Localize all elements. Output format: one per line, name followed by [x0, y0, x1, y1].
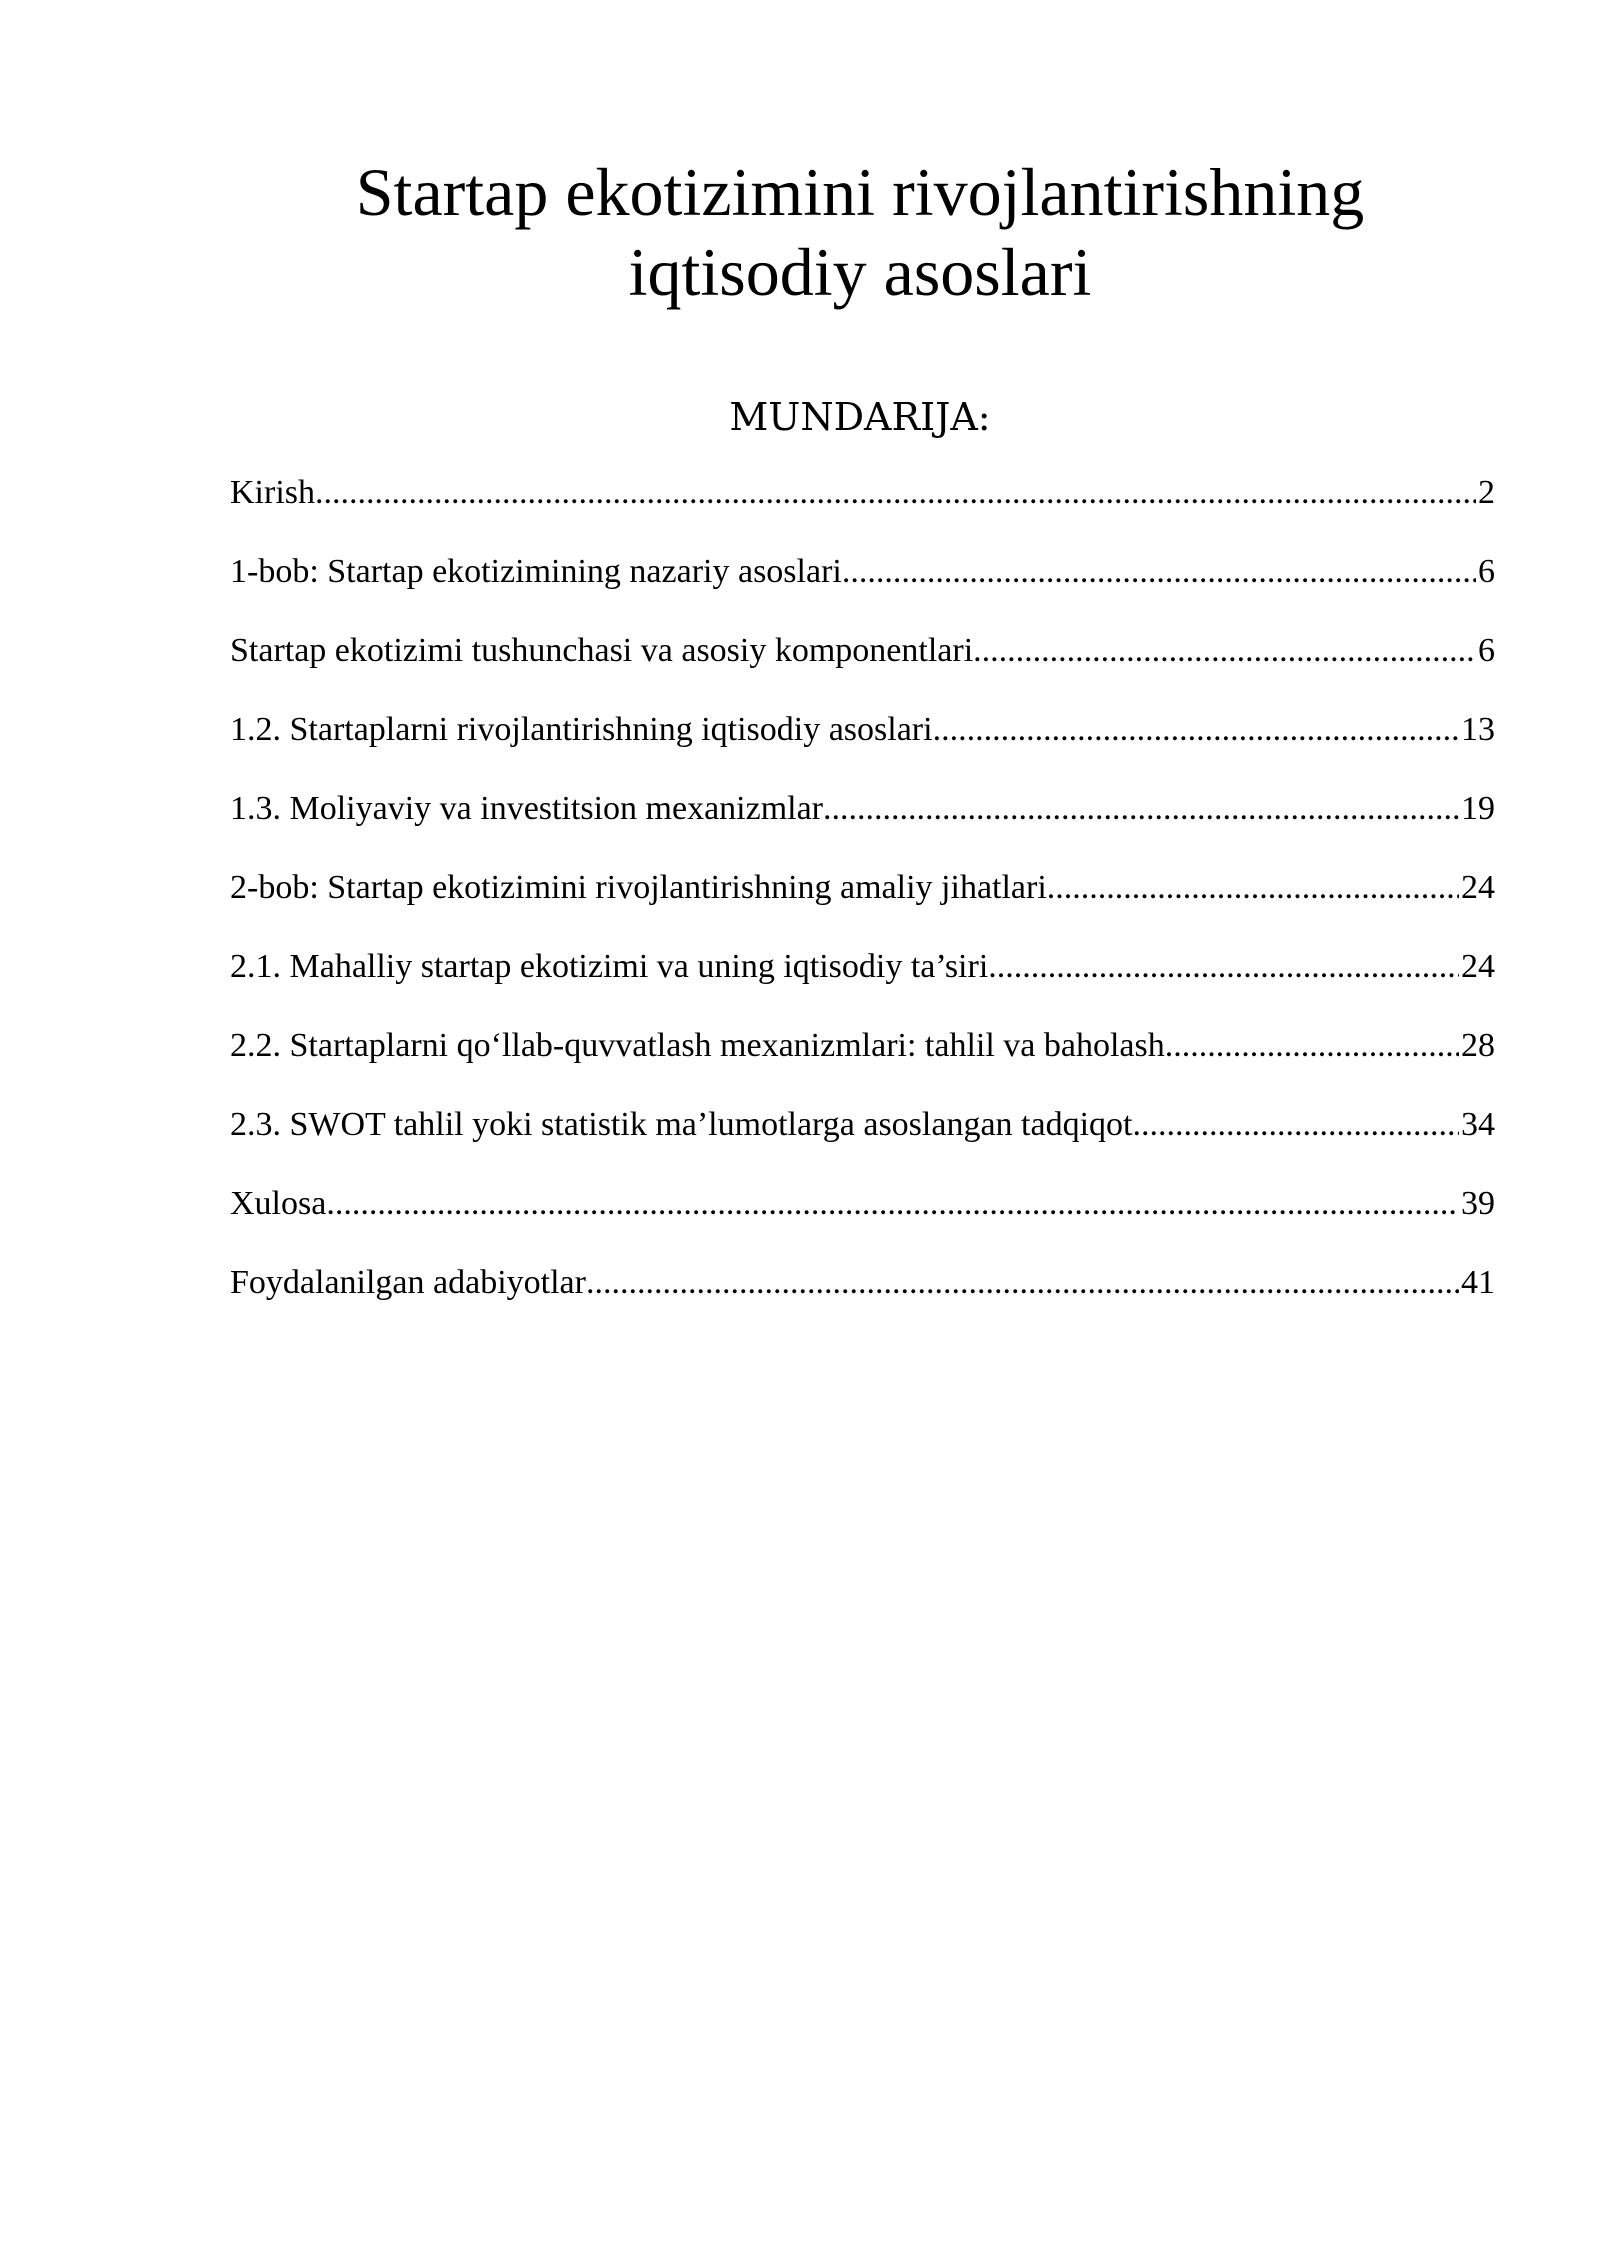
toc-leader-dots: [973, 628, 1476, 674]
toc-entry-label: 2-bob: Startap ekotizimini rivojlantirishning amaliy jihatlari: [230, 869, 1047, 906]
toc-entry-page: 39: [1461, 1185, 1495, 1222]
toc-entry-page: 19: [1461, 790, 1495, 827]
toc-entry-page: 24: [1461, 869, 1495, 906]
toc-entry-page: 2: [1478, 474, 1495, 511]
toc-entry-label: 1-bob: Startap ekotizimining nazariy asoslari: [230, 553, 842, 590]
document-title-line-1: Startap ekotizimini rivojlantirishning: [355, 154, 1365, 230]
toc-leader-dots: [315, 470, 1476, 516]
toc-entry-page: 41: [1461, 1264, 1495, 1301]
toc-entry-label: 2.2. Startaplarni qo‘llab-quvvatlash mexanizmlari: tahlil va baholash: [230, 1027, 1165, 1064]
toc-entry-label: 1.3. Moliyaviy va investitsion mexanizmlar: [230, 790, 824, 827]
toc-entry[interactable]: [230, 628, 1495, 707]
toc-leader-dots: [823, 786, 1459, 832]
toc-leader-dots: [988, 944, 1459, 990]
toc-entry-label: Kirish: [230, 474, 315, 511]
toc-entry[interactable]: [230, 786, 1495, 865]
toc-entry-page: 34: [1461, 1106, 1495, 1143]
toc-entry[interactable]: [230, 549, 1495, 628]
toc-leader-dots: [1047, 865, 1459, 911]
toc-entry-page: 28: [1461, 1027, 1495, 1064]
toc-entry[interactable]: [230, 865, 1495, 944]
toc-entry[interactable]: [230, 1102, 1495, 1181]
toc-entry-label: 1.2. Startaplarni rivojlantirishning iqtisodiy asoslari: [230, 711, 933, 748]
toc-heading: MUNDARIJA:: [729, 395, 991, 439]
toc-entry-page: 13: [1461, 711, 1495, 748]
table-of-contents: [230, 470, 1495, 1339]
toc-entry[interactable]: [230, 470, 1495, 549]
toc-entry-page: 6: [1478, 632, 1495, 669]
toc-entry[interactable]: [230, 707, 1495, 786]
toc-entry-label: Xulosa: [230, 1185, 327, 1222]
document-title: [230, 152, 1490, 312]
toc-leader-dots: [933, 707, 1459, 753]
toc-entry[interactable]: [230, 1181, 1495, 1260]
toc-leader-dots: [842, 549, 1476, 595]
toc-entry[interactable]: [230, 944, 1495, 1023]
toc-entry-label: 2.1. Mahalliy startap ekotizimi va uning iqtisodiy ta’siri: [230, 948, 989, 985]
toc-entry[interactable]: [230, 1260, 1495, 1339]
toc-entry[interactable]: [230, 1023, 1495, 1102]
toc-entry-page: 6: [1478, 553, 1495, 590]
toc-entry-label: Startap ekotizimi tushunchasi va asosiy komponentlari: [230, 632, 974, 669]
toc-leader-dots: [326, 1181, 1459, 1227]
toc-leader-dots: [1165, 1023, 1459, 1069]
toc-leader-dots: [586, 1260, 1459, 1306]
toc-entry-page: 24: [1461, 948, 1495, 985]
toc-leader-dots: [1132, 1102, 1459, 1148]
document-title-line-2: iqtisodiy asoslari: [628, 234, 1092, 310]
toc-entry-label: Foydalanilgan adabiyotlar: [230, 1264, 586, 1301]
toc-entry-label: 2.3. SWOT tahlil yoki statistik ma’lumotlarga asoslangan tadqiqot: [230, 1106, 1133, 1143]
